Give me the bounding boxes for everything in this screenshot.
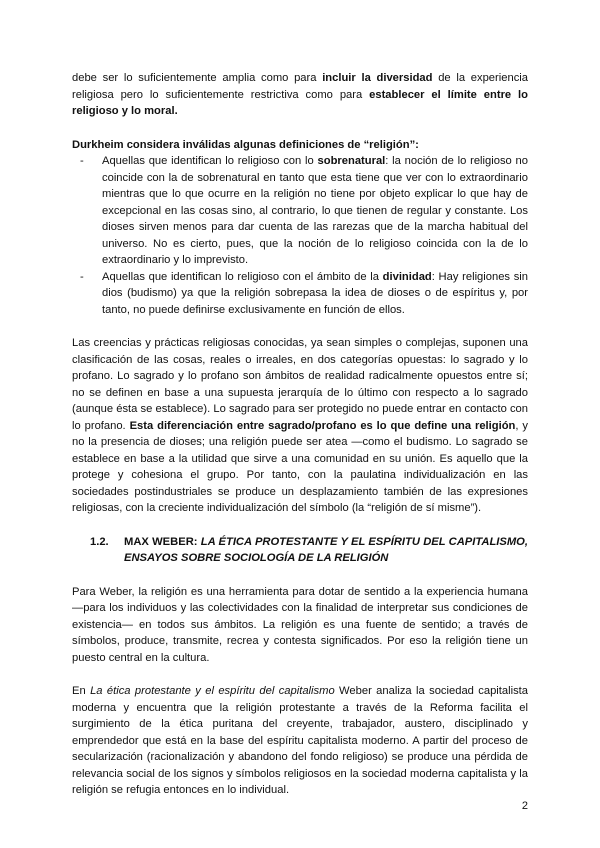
list-item: - Aquellas que identifican lo religioso con lo sobrenatural: la noción de lo religioso no coincide con la de sobrenatural en tanto que esta tiene que ver con lo extraordinario mientras que lo que ocurre en la religión no tiene por objeto explicar lo que hay de excepcional en las cosas sino, al contrario, lo que tienen de regular y constante. Los dioses sirven menos para dar cuenta de las rarezas que de la marcha habitual del universo. No es cierto, pues, que la noción de lo religioso coincida con la de lo extraordinario y lo imprevisto. xyxy=(72,153,528,269)
durkheim-heading: Durkheim considera inválidas algunas definiciones de “religión”: xyxy=(72,138,419,151)
bold-phrase: incluir la diversidad xyxy=(322,72,433,84)
section-title: LA ÉTICA PROTESTANTE Y EL ESPÍRITU DEL CAPITALISMO, ENSAYOS SOBRE SOCIOLOGÍA DE LA RELIGIÓN xyxy=(124,535,528,564)
document-page xyxy=(72,70,528,799)
list-item: - Aquellas que identifican lo religioso con el ámbito de la divinidad: Hay religiones sin dios (budismo) ya que la religión sobrepasa la idea de dioses o de espíritus y, por tanto, no puede definirse exclusivamente en función de ellos. xyxy=(72,269,528,319)
intro-paragraph: debe ser lo suficientemente amplia como para incluir la diversidad de la experiencia religiosa pero lo suficientemente restrictiva como para establecer el límite entre lo religioso y lo moral. xyxy=(72,72,528,117)
page-number: 2 xyxy=(521,800,528,812)
section-number: 1.2. xyxy=(90,535,109,548)
section-heading xyxy=(72,534,528,567)
sacred-profane-paragraph: Las creencias y prácticas religiosas conocidas, ya sean simples o complejas, suponen una clasificación de las cosas, reales o irreales, en dos categorías opuestas: lo sagrado y lo profano. Lo sagrado y lo profano son ámbitos de realidad radicalmente opuestos entre sí; no se definen en base a una supuesta jerarquía de lo último con respecto a lo sagrado (aunque ésta se establece). Lo sagrado para ser protegido no puede entrar en contacto con lo profano. Esta diferenciación entre sagrado/profano es lo que define una religión, y no la presencia de dioses; una religión puede ser atea —como el budismo. Lo sagrado se establece en base a la utilidad que sirve a una comunidad en su unión. Es aquello que la protege y cohesiona el grupo. Por tanto, con la paulatina individualización en las sociedades postindustriales se produce un desplazamiento también de las expresiones religiosas, con la creciente individualización del símbolo (la “religión de sí misme”). xyxy=(72,337,528,514)
weber-paragraph: Para Weber, la religión es una herramienta para dotar de sentido a la experiencia humana —para los individuos y las colectividades con la finalidad de interpretar sus condiciones de existencia— en todos sus ámbitos. La religión es una fuente de sentido; a través de símbolos, produce, transmite, recrea y contesta significados. Por eso la religión tiene un puesto central en la cultura. xyxy=(72,585,528,664)
book-title: La ética protestante y el espíritu del capitalismo xyxy=(90,685,335,697)
definitions-list xyxy=(72,153,528,318)
bold-phrase: establecer el límite entre lo religioso y lo moral. xyxy=(72,88,528,117)
section-author: MAX WEBER: xyxy=(124,535,201,548)
weber-analysis-paragraph: En La ética protestante y el espíritu del capitalismo Weber analiza la sociedad capitalista moderna y encuentra que la religión protestante a través de la Reforma facilita el surgimiento de la ética puritana del creyente, trabajador, austero, disciplinado y emprendedor que está en la base del espíritu capitalista moderno. A partir del proceso de secularización (racionalización y abandono del fondo religioso) se produce una pérdida de relevancia social de los signos y símbolos religiosos en la sociedad moderna capitalista y la religión se refugia entonces en lo individual. xyxy=(72,685,529,796)
